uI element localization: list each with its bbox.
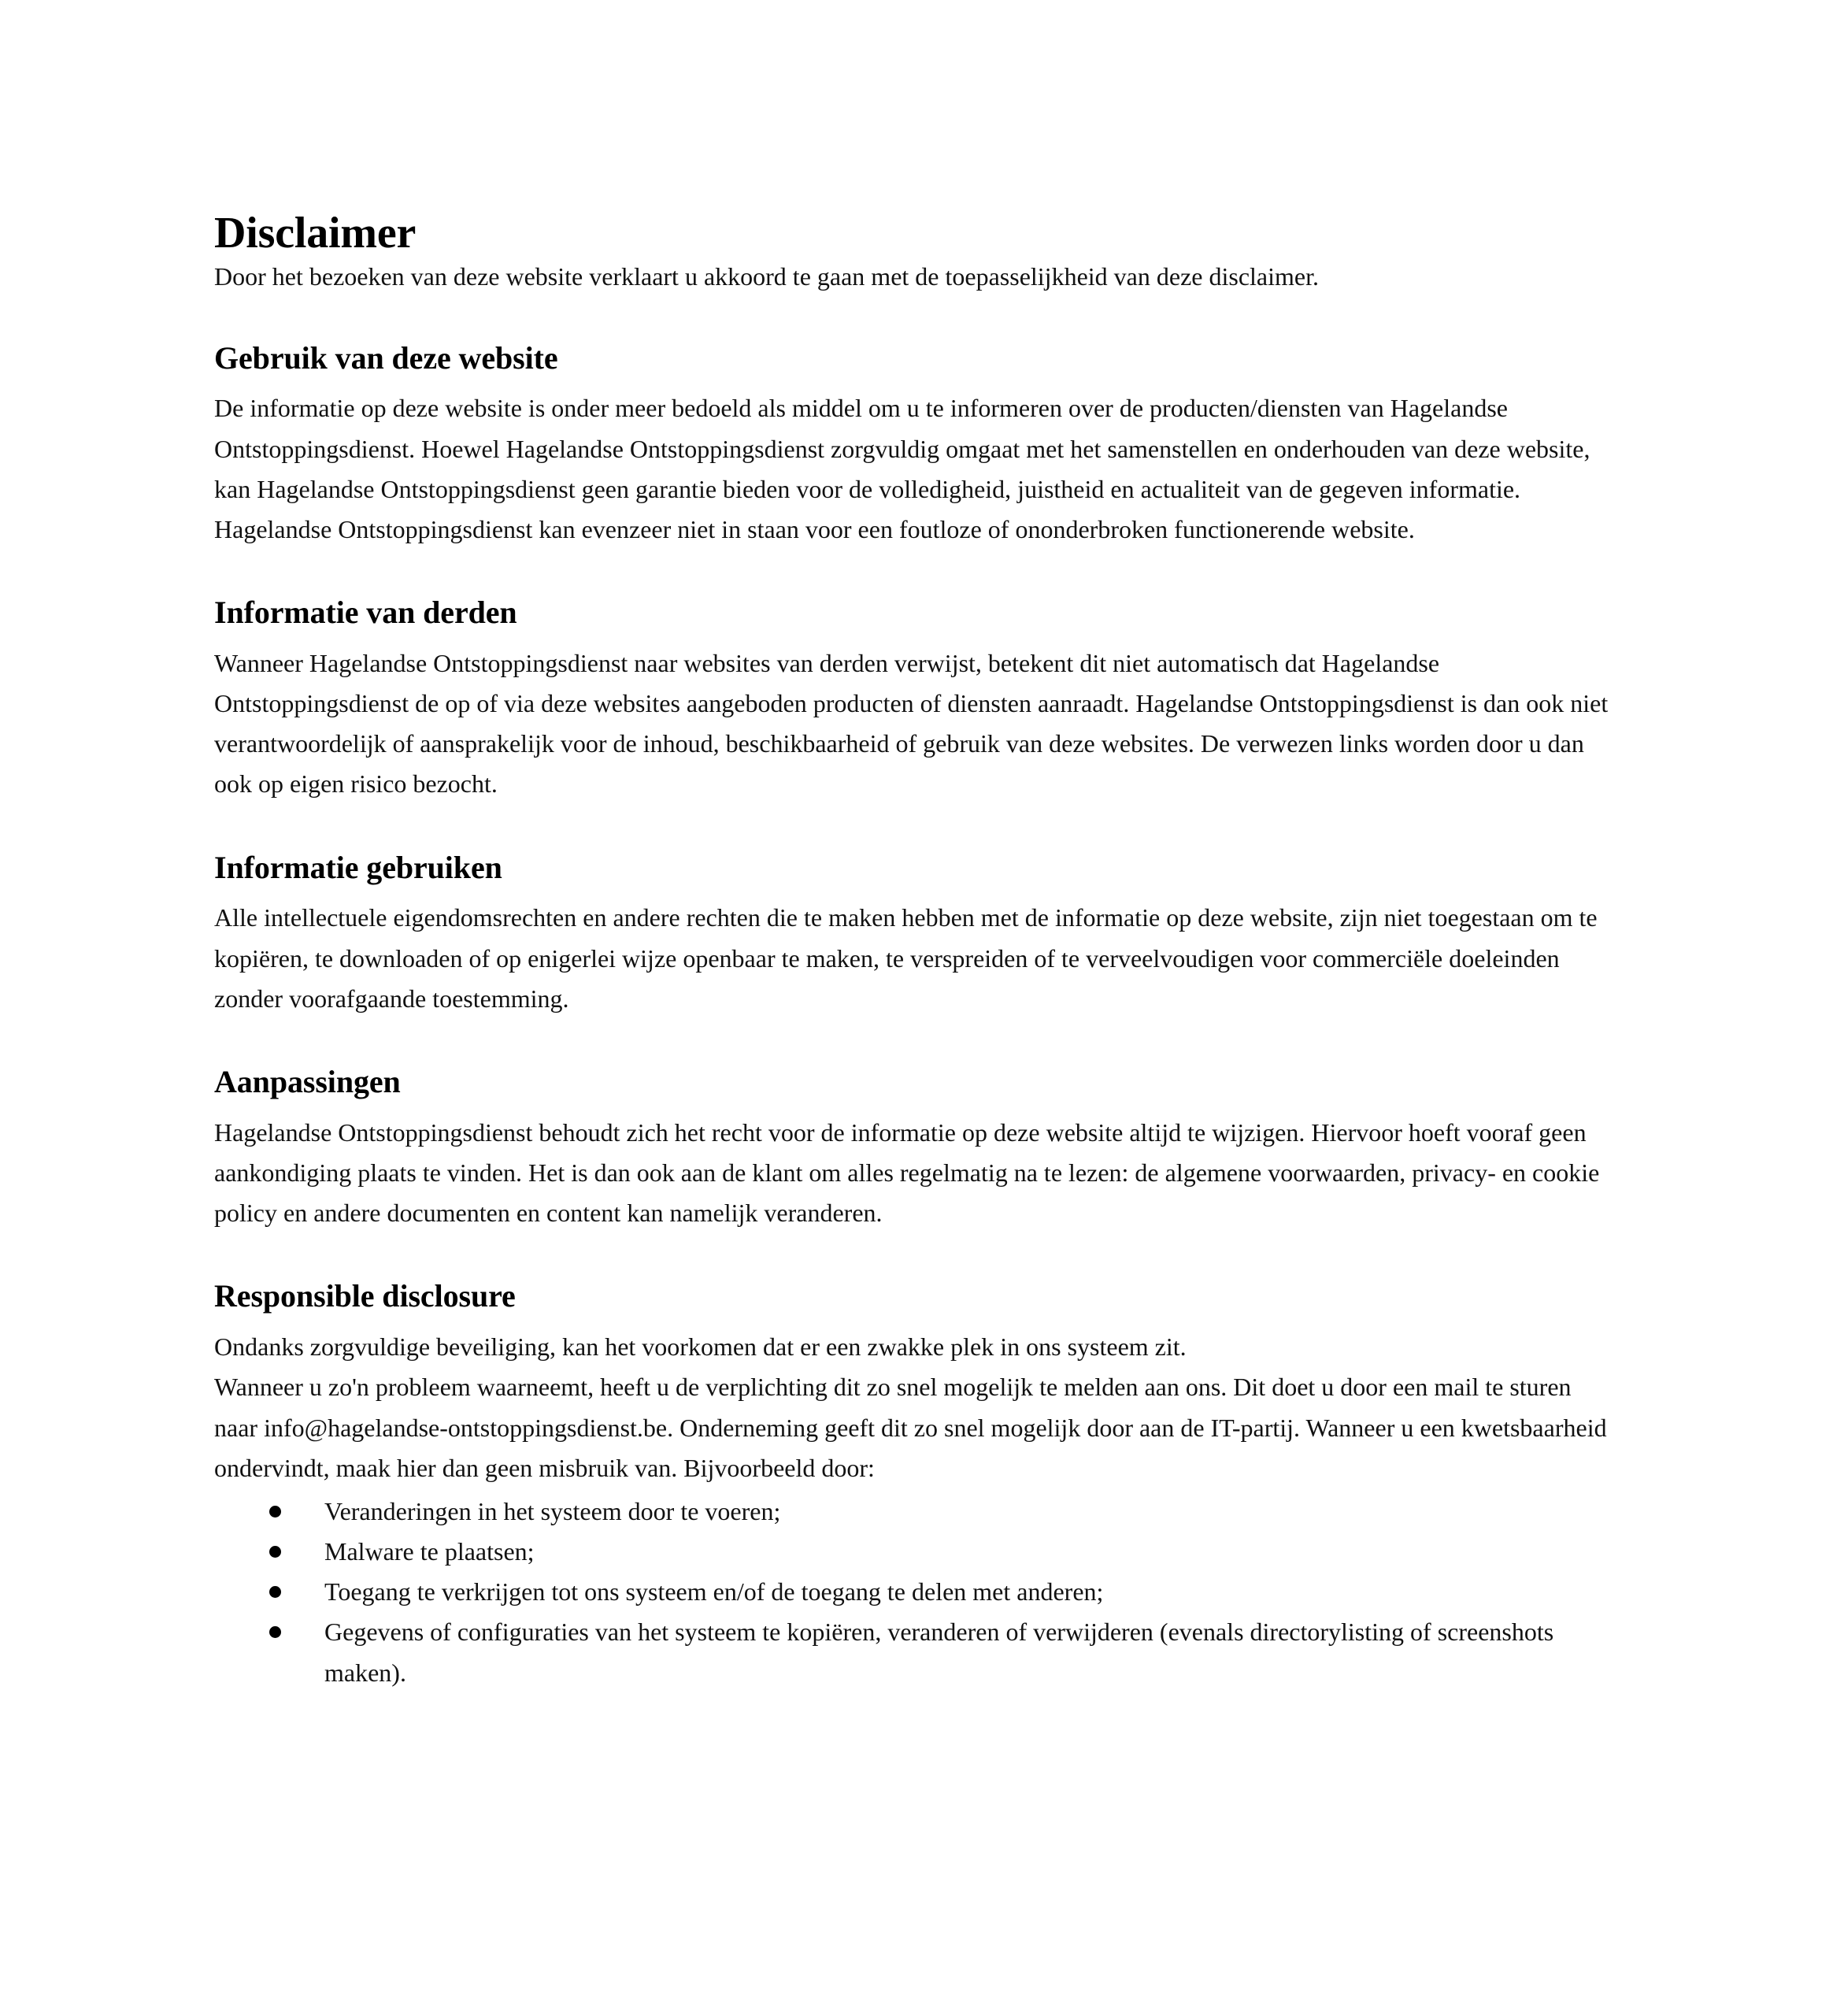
paragraph: Wanneer Hagelandse Ontstoppingsdienst naar websites van derden verwijst, betekent dit niet automatisch dat Hagelandse Ontstoppingsdienst de op of via deze websites aangeboden producten of diensten aanraadt. Hagelandse Ontstoppingsdienst is dan ook niet verantwoordelijk of aansprakelijk voor de inhoud, beschikbaarheid of gebruik van deze websites. De verwezen links worden door u dan ook op eigen risico bezocht.	[214, 648, 1609, 799]
list-item	[214, 1492, 1614, 1532]
section-body	[214, 898, 1614, 1019]
list-item-label: Gegevens of configuraties van het systeem te kopiëren, veranderen of verwijderen (evenals directorylisting of screenshots maken).	[324, 1618, 1554, 1687]
list-item-label: Toegang te verkrijgen tot ons systeem en/of de toegang te delen met anderen;	[324, 1577, 1104, 1606]
misuse-examples-list	[214, 1492, 1614, 1693]
bullet-icon	[269, 1546, 281, 1558]
list-item	[214, 1532, 1614, 1572]
section-heading: Informatie van derden	[214, 595, 517, 631]
bullet-icon	[269, 1586, 281, 1598]
section-body	[214, 1327, 1614, 1488]
bullet-icon	[269, 1506, 281, 1518]
paragraph: De informatie op deze website is onder meer bedoeld als middel om u te informeren over de producten/diensten van Hagelandse Ontstoppingsdienst. Hoewel Hagelandse Ontstoppingsdienst zorgvuldig omgaat met het samenstellen en onderhouden van deze website, kan Hagelandse Ontstoppingsdienst geen garantie bieden voor de volledigheid, juistheid en actualiteit van de gegeven informatie. Hagelandse Ontstoppingsdienst kan evenzeer niet in staan voor een foutloze of ononderbroken functionerende website.	[214, 394, 1590, 543]
bullet-icon	[269, 1626, 281, 1638]
list-item-label: Veranderingen in het systeem door te voeren;	[324, 1496, 781, 1525]
page-title: Disclaimer	[214, 209, 417, 258]
section-heading: Responsible disclosure	[214, 1278, 516, 1314]
list-item	[214, 1612, 1614, 1692]
section-body	[214, 643, 1614, 805]
section-heading: Informatie gebruiken	[214, 849, 502, 885]
section-body	[214, 1113, 1614, 1234]
section-responsible-disclosure	[214, 1279, 1614, 1692]
list-item-label: Malware te plaatsen;	[324, 1537, 535, 1566]
list-item	[214, 1572, 1614, 1612]
section-aanpassingen	[214, 1065, 1614, 1233]
intro-paragraph: Door het bezoeken van deze website verklaart u akkoord te gaan met de toepasselijkheid van deze disclaimer.	[214, 262, 1319, 291]
paragraph: Wanneer u zo'n probleem waarneemt, heeft u de verplichting dit zo snel mogelijk te melden aan ons. Dit doet u door een mail te sturen naar info@hagelandse-ontstoppingsdienst.be. Onderneming geeft dit zo snel mogelijk door aan de IT-partij. Wanneer u een kwetsbaarheid ondervindt, maak hier dan geen misbruik van. Bijvoorbeeld door:	[214, 1373, 1607, 1482]
section-gebruik-van-deze-website	[214, 341, 1614, 550]
paragraph: Ondanks zorgvuldige beveiliging, kan het voorkomen dat er een zwakke plek in ons systeem zit.	[214, 1332, 1187, 1362]
section-informatie-gebruiken	[214, 850, 1614, 1019]
section-informatie-van-derden	[214, 595, 1614, 805]
section-body	[214, 388, 1614, 550]
section-heading: Aanpassingen	[214, 1064, 401, 1099]
paragraph: Alle intellectuele eigendomsrechten en andere rechten die te maken hebben met de informatie op deze website, zijn niet toegestaan om te kopiëren, te downloaden of op enigerlei wijze openbaar te maken, te verspreiden of te verveelvoudigen voor commerciële doeleinden zonder voorafgaande toestemming.	[214, 903, 1598, 1013]
paragraph: Hagelandse Ontstoppingsdienst behoudt zich het recht voor de informatie op deze website altijd te wijzigen. Hiervoor hoeft vooraf geen aankondiging plaats te vinden. Het is dan ook aan de klant om alles regelmatig na te lezen: de algemene voorwaarden, privacy- en cookie policy en andere documenten en content kan namelijk veranderen.	[214, 1117, 1600, 1228]
section-heading: Gebruik van deze website	[214, 339, 558, 376]
